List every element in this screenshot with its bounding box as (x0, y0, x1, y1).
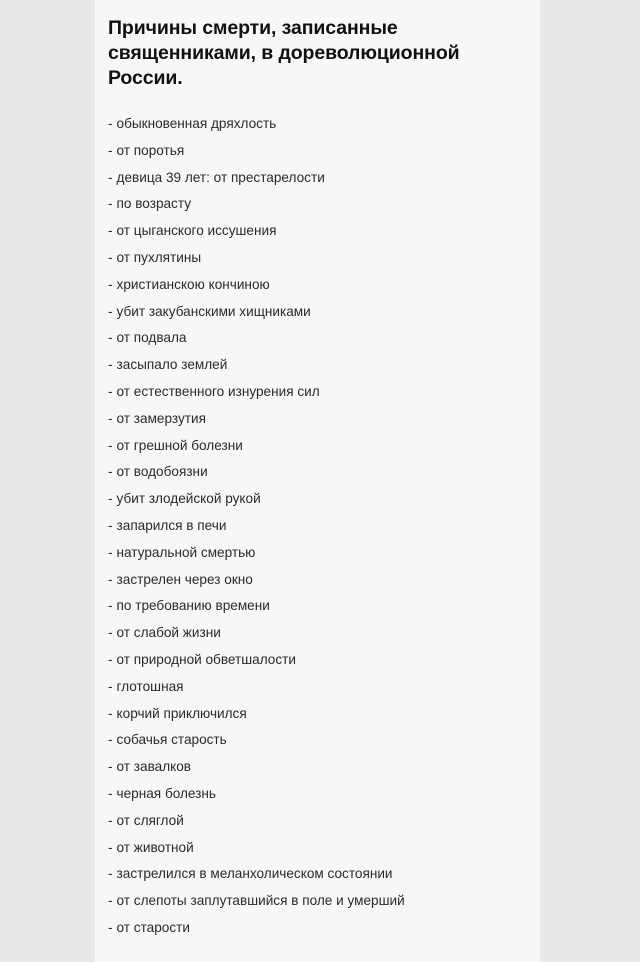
list-bullet: - (108, 678, 113, 694)
list-bullet: - (108, 705, 113, 721)
list-item-text: от поротья (116, 142, 185, 158)
list-item (108, 620, 538, 647)
list-item-text: застрелился в меланхолическом состоянии (116, 866, 393, 882)
list-item (108, 593, 538, 620)
list-bullet: - (108, 116, 113, 131)
list-item-text: натуральной смертью (116, 544, 256, 560)
list-item-text: от замерзутия (116, 410, 206, 426)
list-item-text: девица 39 лет: от престарелости (116, 169, 325, 185)
list-item (108, 754, 538, 781)
list-item-text: засыпало землей (116, 357, 228, 373)
list-bullet: - (108, 249, 113, 265)
causes-list (108, 111, 538, 942)
list-item-text: убит закубанскими хищниками (116, 303, 311, 319)
list-item-text: христианскою кончиною (116, 276, 270, 292)
list-bullet: - (108, 357, 113, 373)
list-item (108, 486, 538, 513)
list-item (108, 808, 538, 835)
list-bullet: - (108, 598, 113, 614)
list-item (108, 647, 538, 674)
list-item (108, 352, 538, 379)
list-item (108, 674, 538, 701)
list-bullet: - (108, 491, 113, 507)
list-item-text: от грешной болезни (116, 437, 243, 453)
list-bullet: - (108, 169, 113, 185)
list-item (108, 433, 538, 460)
list-item-text: от слабой жизни (116, 625, 221, 641)
list-bullet: - (108, 544, 113, 560)
list-bullet: - (108, 732, 113, 748)
list-item-text: убит злодейской рукой (116, 491, 261, 507)
list-bullet: - (108, 759, 113, 775)
list-bullet: - (108, 437, 113, 453)
list-bullet: - (108, 464, 113, 480)
list-bullet: - (108, 142, 113, 158)
list-item-text: корчий приключился (116, 705, 247, 721)
list-item-text: обыкновенная дряхлость (116, 116, 277, 131)
list-item-text: от естественного изнурения сил (116, 383, 320, 399)
list-bullet: - (108, 410, 113, 426)
list-bullet: - (108, 571, 113, 587)
list-bullet: - (108, 517, 113, 533)
list-item-text: застрелен через окно (116, 571, 253, 587)
list-item (108, 325, 538, 352)
list-item-text: от цыганского иссушения (116, 223, 277, 239)
list-item-text: от подвала (116, 330, 187, 346)
list-item (108, 218, 538, 245)
list-bullet: - (108, 866, 113, 882)
list-item (108, 379, 538, 406)
list-item (108, 299, 538, 326)
list-bullet: - (108, 919, 113, 935)
list-bullet: - (108, 330, 113, 346)
document-title: Причины смерти, записанные священниками, в дореволюционной России. (108, 17, 460, 89)
list-item (108, 459, 538, 486)
list-bullet: - (108, 839, 113, 855)
list-item-text: от сляглой (116, 812, 184, 828)
list-bullet: - (108, 651, 113, 667)
list-item (108, 701, 538, 728)
list-bullet: - (108, 223, 113, 239)
list-item (108, 861, 538, 888)
list-item-text: от природной обветшалости (116, 651, 296, 667)
list-item (108, 272, 538, 299)
list-item-text: глотошная (116, 678, 184, 694)
list-item-text: по требованию времени (116, 598, 270, 614)
list-bullet: - (108, 893, 113, 909)
list-bullet: - (108, 785, 113, 801)
list-item (108, 513, 538, 540)
list-item (108, 111, 538, 138)
list-item-text: от слепоты заплутавшийся в поле и умерший (116, 893, 405, 909)
list-item-text: от завалков (116, 759, 192, 775)
list-item (108, 888, 538, 915)
list-bullet: - (108, 625, 113, 641)
list-item (108, 165, 538, 192)
list-item (108, 245, 538, 272)
list-item (108, 915, 538, 942)
list-bullet: - (108, 383, 113, 399)
list-item (108, 835, 538, 862)
list-item-text: от животной (116, 839, 194, 855)
list-item-text: от пухлятины (116, 249, 202, 265)
list-bullet: - (108, 276, 113, 292)
list-item (108, 727, 538, 754)
list-item-text: по возрасту (116, 196, 192, 212)
list-bullet: - (108, 196, 113, 212)
list-item-text: собачья старость (116, 732, 227, 748)
list-item-text: от водобоязни (116, 464, 208, 480)
list-item (108, 567, 538, 594)
list-item (108, 406, 538, 433)
list-item (108, 540, 538, 567)
list-item (108, 781, 538, 808)
list-bullet: - (108, 812, 113, 828)
list-item-text: от старости (116, 919, 190, 935)
list-item-text: черная болезнь (116, 785, 217, 801)
list-bullet: - (108, 303, 113, 319)
list-item-text: запарился в печи (116, 517, 227, 533)
list-item (108, 138, 538, 165)
list-item (108, 191, 538, 218)
